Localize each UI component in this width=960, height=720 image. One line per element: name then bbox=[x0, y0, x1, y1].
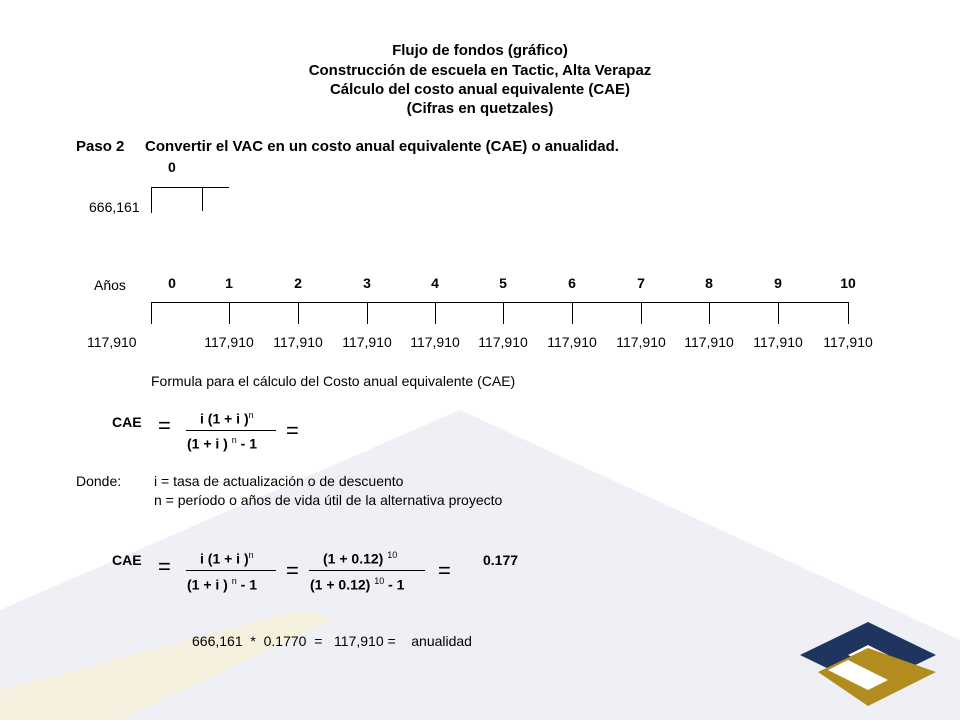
timeline-amount-0: 117,910 bbox=[87, 334, 137, 350]
calc-numerator-2: (1 + 0.12) $^{10}$ bbox=[323, 550, 398, 567]
timeline-tick-10 bbox=[848, 302, 849, 324]
timeline-axis-label: Años bbox=[94, 277, 126, 293]
vac-amount: 666,161 bbox=[89, 199, 140, 215]
timeline-year-9: 9 bbox=[774, 275, 782, 291]
vac-tick-1 bbox=[202, 187, 203, 211]
timeline-amount-5: 117,910 bbox=[478, 334, 528, 350]
formula-fraction-bar bbox=[186, 430, 276, 431]
timeline-year-0: 0 bbox=[168, 275, 176, 291]
timeline-amount-10: 117,910 bbox=[823, 334, 873, 350]
timeline-tick-6 bbox=[572, 302, 573, 324]
where-i-definition: i = tasa de actualización o de descuento bbox=[154, 473, 404, 489]
timeline-amount-8: 117,910 bbox=[684, 334, 734, 350]
timeline-tick-5 bbox=[503, 302, 504, 324]
timeline-amount-7: 117,910 bbox=[616, 334, 666, 350]
vac-period: 0 bbox=[168, 159, 176, 175]
timeline-year-3: 3 bbox=[363, 275, 371, 291]
timeline-year-10: 10 bbox=[840, 275, 856, 291]
where-label: Donde: bbox=[76, 473, 122, 489]
formula-equals-2: = bbox=[286, 418, 299, 443]
final-calculation: 666,161 * 0.1770 = 117,910 = anualidad bbox=[192, 633, 472, 649]
timeline-tick-2 bbox=[298, 302, 299, 324]
calc-fraction-bar-2 bbox=[309, 570, 425, 571]
formula-heading: Formula para el cálculo del Costo anual equivalente (CAE) bbox=[151, 373, 516, 389]
timeline-tick-3 bbox=[367, 302, 368, 324]
calc-denominator-2: (1 + 0.12) $^{10}$ - 1 bbox=[310, 576, 405, 593]
timeline-tick-0 bbox=[151, 302, 152, 324]
timeline-amount-2: 117,910 bbox=[273, 334, 323, 350]
title-line-1: Flujo de fondos (gráfico) bbox=[392, 42, 568, 59]
timeline-amount-3: 117,910 bbox=[342, 334, 392, 350]
vac-axis bbox=[151, 187, 229, 188]
where-n-definition: n = período o años de vida útil de la alternativa proyecto bbox=[154, 492, 503, 508]
timeline-year-6: 6 bbox=[568, 275, 576, 291]
calc-result: 0.177 bbox=[483, 552, 519, 568]
title-line-2: Construcción de escuela en Tactic, Alta Verapaz bbox=[308, 62, 652, 79]
timeline-year-8: 8 bbox=[705, 275, 713, 291]
step-label: Paso 2 bbox=[76, 138, 125, 155]
timeline-tick-4 bbox=[435, 302, 436, 324]
calc-numerator-1: i (1 + i )$^n$ bbox=[200, 550, 254, 567]
timeline-tick-1 bbox=[229, 302, 230, 324]
calc-equals-2: = bbox=[286, 558, 299, 583]
formula-denominator: (1 + i ) $^n$ - 1 bbox=[187, 435, 257, 452]
timeline-amount-9: 117,910 bbox=[753, 334, 803, 350]
timeline-amount-1: 117,910 bbox=[204, 334, 254, 350]
timeline-tick-9 bbox=[778, 302, 779, 324]
timeline-axis bbox=[151, 302, 848, 303]
calc-equals-1: = bbox=[158, 554, 171, 579]
timeline-amount-6: 117,910 bbox=[547, 334, 597, 350]
timeline-tick-8 bbox=[709, 302, 710, 324]
title-line-3: Cálculo del costo anual equivalente (CAE) bbox=[329, 81, 631, 98]
timeline-year-4: 4 bbox=[431, 275, 439, 291]
vac-tick-0 bbox=[151, 187, 152, 213]
calc-fraction-bar-1 bbox=[186, 570, 276, 571]
calc-equals-3: = bbox=[438, 558, 451, 583]
timeline-year-7: 7 bbox=[637, 275, 645, 291]
step-text: Convertir el VAC en un costo anual equivalente (CAE) o anualidad. bbox=[145, 138, 619, 155]
formula-lhs: CAE bbox=[112, 414, 142, 430]
calc-denominator-1: (1 + i ) $^n$ - 1 bbox=[187, 576, 257, 593]
timeline-year-5: 5 bbox=[499, 275, 507, 291]
timeline-year-1: 1 bbox=[225, 275, 233, 291]
timeline-tick-7 bbox=[641, 302, 642, 324]
timeline-year-2: 2 bbox=[294, 275, 302, 291]
timeline-amount-4: 117,910 bbox=[410, 334, 460, 350]
formula-numerator: i (1 + i )$^n$ bbox=[200, 410, 254, 427]
formula-equals-1: = bbox=[158, 413, 171, 438]
title-line-4: (Cifras en quetzales) bbox=[406, 100, 554, 117]
calc-lhs: CAE bbox=[112, 552, 142, 568]
